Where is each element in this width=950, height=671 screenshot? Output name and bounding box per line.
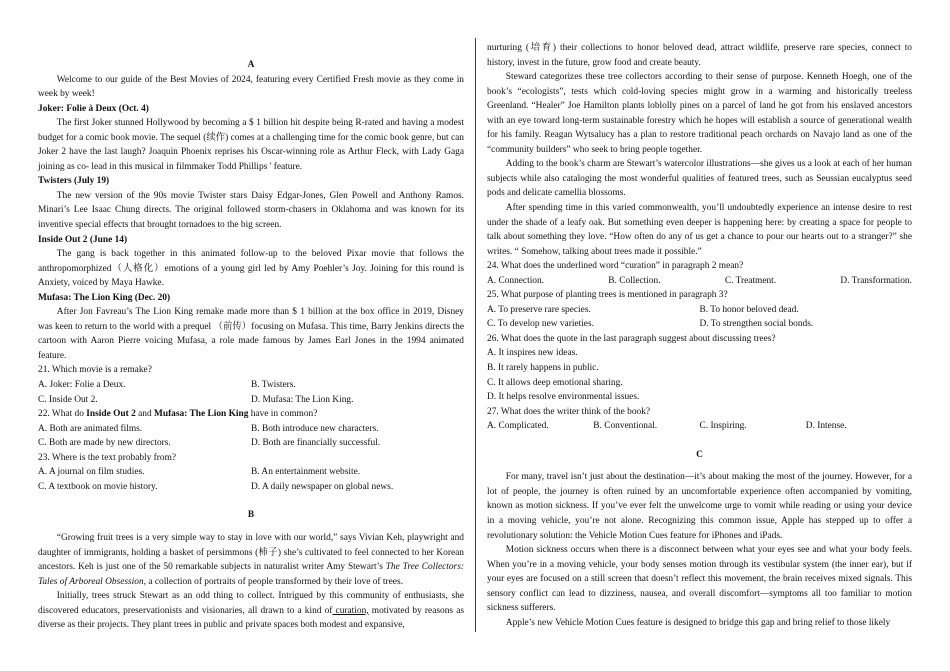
q25-option-c[interactable]: C. To develop new varieties.	[487, 319, 594, 330]
section-b-paragraph-2: Initially, trees struck Stewart as an odd thing to collect. Intrigued by this community of enthusiasts, she discovered educators, preservationists and visionaries, all drawn to a kind of curation, motivated by reasons as diverse as their projects. They plant trees in public and private spaces both modest and expansive,	[38, 591, 464, 631]
q23-option-a[interactable]: A. A journal on film studies.	[38, 467, 145, 478]
section-a-title: A	[247, 60, 255, 70]
left-column	[38, 0, 464, 633]
question-21-options-row2	[38, 393, 464, 408]
q25-option-b[interactable]: B. To honor beloved dead.	[699, 304, 799, 315]
question-24-stem: 24. What does the underlined word “curation” in paragraph 2 mean?	[487, 261, 744, 272]
right-column	[487, 0, 912, 630]
q22-option-d[interactable]: D. Both are financially successful.	[251, 438, 381, 449]
question-24-options	[487, 274, 912, 289]
q27-option-b[interactable]: B. Conventional.	[593, 421, 658, 432]
column-divider	[475, 38, 476, 632]
question-26-stem: 26. What does the quote in the last paragraph suggest about discussing trees?	[487, 333, 776, 344]
q27-option-c[interactable]: C. Inspiring.	[699, 421, 747, 432]
q22-option-a[interactable]: A. Both are animated films.	[38, 423, 143, 434]
movie-title-mufasa: Mufasa: The Lion King (Dec. 20)	[38, 292, 171, 303]
movie-text-joker: The first Joker stunned Hollywood by becoming a $ 1 billion hit despite being R-rated and having a modest budget for a comic book movie. The sequel (续作) comes at a challenging time for the comic book genre, but can Joker 2 have the last laugh? Joaquin Phoenix reprises his Oscar-winning role as Arthur Fleck, with Lady Gaga joining as co- lead in this musical in filmmaker Todd Phillips ' feature.	[38, 118, 464, 172]
section-b-paragraph-1: “Growing fruit trees is a very simple way to stay in love with our world,” says Vivian Keh, playwright and daughter of immigrants, holding a basket of persimmons (柿子) she’s cultivated to feel connected to her Korean ancestors. Keh is just one of the 50 remarkable subjects in naturalist writer Amy Stewart’s The Tree Collectors: Tales of Arboreal Obsession, a collection of portraits of people transformed by their love of trees.	[38, 532, 464, 587]
section-c-title: C	[696, 449, 703, 460]
spacer	[487, 462, 912, 470]
q21-option-d[interactable]: D. Mufasa: The Lion King.	[251, 394, 354, 405]
movie-title-joker: Joker: Folie à Deux (Oct. 4)	[38, 103, 149, 114]
question-27-options	[487, 419, 912, 434]
question-21-stem: 21. Which movie is a remake?	[38, 365, 152, 376]
section-b-title: B	[247, 510, 255, 521]
q22-option-b[interactable]: B. Both introduce new characters.	[251, 423, 379, 434]
q23-option-c[interactable]: C. A textbook on movie history.	[38, 481, 158, 492]
q25-option-a[interactable]: A. To preserve rare species.	[487, 304, 591, 315]
movie-title-inside-out: Inside Out 2 (June 14)	[38, 234, 128, 245]
section-b-paragraph-cont: nurturing (培育) their collections to honor beloved dead, attract wildlife, preserve rare species, connect to history, invest in the future, grow food and create beauty.	[487, 43, 912, 68]
section-c-paragraph-3: Apple’s new Vehicle Motion Cues feature is designed to bridge this gap and bring relief to those likely	[505, 617, 891, 628]
question-25-options-row1	[487, 303, 912, 318]
q24-option-b[interactable]: B. Collection.	[608, 275, 661, 286]
section-c-paragraph-1: For many, travel isn’t just about the destination—it’s about making the most of the journey. However, for a lot of people, the journey is often ruined by an uncomfortable experience often accompanied by vomiting, known as motion sickness. If you’ve ever felt the unwelcome urge to vomit while reading or using your device in a moving vehicle, you’re not alone. Recognizing this common issue, Apple has stepped up to offer a revolutionary solution: the Vehicle Motion Cues feature for iPhones and iPads.	[487, 472, 912, 541]
q23-option-d[interactable]: D. A daily newspaper on global news.	[251, 481, 394, 492]
q25-option-d[interactable]: D. To strengthen social bonds.	[699, 319, 814, 330]
section-b-paragraph-2b: Steward categorizes these tree collectors according to their sense of purpose. Kenneth Hoegh, one of the book’s “ecologists”, tests which cold-loving species might grow in a warming and historically treeless Greenland. “Healer” Joe Hamilton plants loblolly pines on a parcel of land he got from his enslaved ancestors with an eye toward long-term sustainable forestry which he hopes will establish a source of generational wealth for his family. Reagan Wytsalucy has a plan to restore traditional peach orchards on Navajo land as one of the “community builders” who seek to bring people together.	[487, 72, 912, 155]
section-c-paragraph-2: Motion sickness occurs when there is a disconnect between what your eyes see and what your body feels. When you’re in a moving vehicle, your body senses motion through its vestibular system (the inner ear), but if your eyes are focused on a still screen that doesn’t reflect this movement, the brain receives mixed signals. This sensory conflict can lead to dizziness, nausea, and overall discomfort—symptoms all too familiar to motion sickness sufferers.	[487, 545, 912, 614]
section-b-paragraph-3: Adding to the book’s charm are Stewart’s watercolor illustrations—she gives us a look at each of her human subjects while also cataloging the most wonderful qualities of featured trees, such as Seussian eucalyptus seed pods and delicate camellia blossoms.	[487, 159, 912, 199]
q23-option-b[interactable]: B. An entertainment website.	[251, 467, 361, 478]
q26-option-c[interactable]: C. It allows deep emotional sharing.	[487, 377, 623, 388]
q27-option-a[interactable]: A. Complicated.	[487, 421, 549, 432]
spacer	[38, 494, 464, 508]
question-23-options-row1	[38, 465, 464, 480]
q22-option-c[interactable]: C. Both are made by new directors.	[38, 438, 171, 449]
question-25-stem: 25. What purpose of planting trees is mentioned in paragraph 3?	[487, 290, 728, 301]
question-22-stem: 22. What do Inside Out 2 and Mufasa: The Lion King have in common?	[38, 409, 318, 420]
movie-text-twisters: The new version of the 90s movie Twister stars Daisy Edgar-Jones, Glen Powell and Anthony Ramos. Minari’s Lee Isaac Chung directs. The original followed storm-chasers in Oklahoma and was known for its inventive special effects that brought tornadoes to the big screen.	[38, 190, 464, 231]
movie-text-inside-out: The gang is back together in this animated follow-up to the beloved Pixar movie that follows the anthropomorphized（人格化）emotions of a young girl led by Amy Poehler’s Joy. Joining for this round is Anxiety, voiced by Maya Hawke.	[38, 249, 464, 289]
q21-option-c[interactable]: C. Inside Out 2.	[38, 394, 98, 405]
q24-option-a[interactable]: A. Connection.	[487, 275, 545, 286]
movie-text-mufasa: After Jon Favreau’s The Lion King remake made more than $ 1 billion at the box office in 2019, Disney was keen to return to the world with a prequel （前传）focusing on Mufasa. This time, Barry Jenkins directs the cartoon with Aaron Pierre voicing Mufasa, a role made famous by James Earl Jones in the 1994 animated feature.	[38, 307, 464, 361]
q26-option-a[interactable]: A. It inspires new ideas.	[487, 348, 578, 359]
section-a-intro: Welcome to our guide of the Best Movies of 2024, featuring every Certified Fresh movie as they come in week by week!	[38, 74, 464, 100]
q26-option-d[interactable]: D. It helps resolve environmental issues.	[487, 392, 640, 403]
question-27-stem: 27. What does the writer think of the book?	[487, 406, 651, 417]
question-23-options-row2	[38, 480, 464, 495]
q24-option-d[interactable]: D. Transformation.	[840, 275, 912, 286]
underlined-word-curation: curation,	[332, 605, 369, 616]
q21-option-b[interactable]: B. Twisters.	[251, 380, 296, 391]
question-25-options-row2	[487, 317, 912, 332]
question-21-options-row1	[38, 378, 464, 393]
question-22-options-row2	[38, 436, 464, 451]
section-b-paragraph-4: After spending time in this varied commonwealth, you’ll undoubtedly experience an intense desire to rest under the shade of a leafy oak. But something even deeper is happening here: by creating a space for people to talk about something they love. “How often do any of us get a chance to pour our hearts out to a stranger?” she writes. “ Somehow, talking about trees made it possible.”	[487, 203, 912, 257]
q26-option-b[interactable]: B. It rarely happens in public.	[487, 363, 599, 374]
question-22-options-row1	[38, 422, 464, 437]
q27-option-d[interactable]: D. Intense.	[805, 421, 847, 432]
q21-option-a[interactable]: A. Joker: Folie a Deux.	[38, 380, 126, 391]
question-23-stem: 23. Where is the text probably from?	[38, 452, 177, 463]
spacer	[38, 523, 464, 531]
movie-title-twisters: Twisters (July 19)	[38, 176, 110, 187]
q24-option-c[interactable]: C. Treatment.	[724, 275, 777, 286]
spacer	[487, 434, 912, 448]
